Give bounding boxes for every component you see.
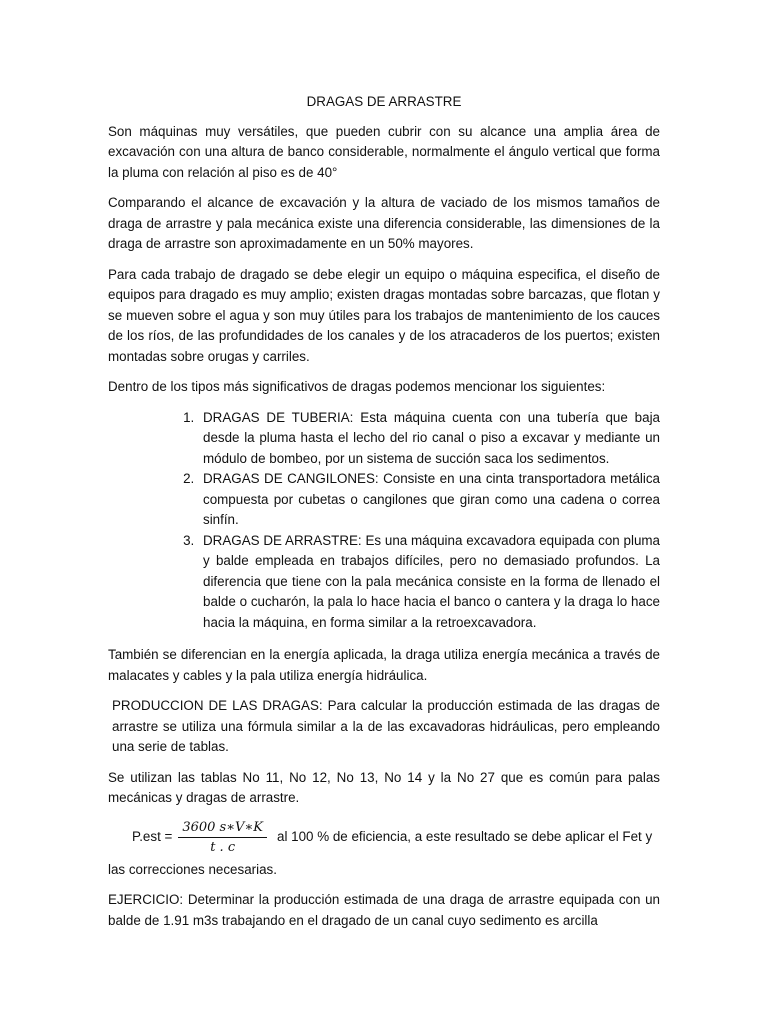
paragraph-produccion: PRODUCCION DE LAS DRAGAS: Para calcular la producción estimada de las dragas de arrastre se utiliza una fórmula similar a la de las excavadoras hidráulicas, pero empleando una serie de tablas. [112,698,660,754]
formula-text: al 100 % de eficiencia, a este resultado se debe aplicar el Fet y [277,828,653,844]
paragraph-correcciones: las correcciones necesarias. [108,861,277,877]
list-item-cangilones: 2. DRAGAS DE CANGILONES: Consiste en una cinta transportadora metálica compuesta por cubetas o cangilones que giran como una cadena o correa sinfín. [198,469,660,531]
paragraph-types-intro: Dentro de los tipos más significativos de dragas podemos mencionar los siguientes: [108,379,606,394]
paragraph-equipment: Para cada trabajo de dragado se debe elegir un equipo o máquina especifica, el diseño de equipos para dragado es muy amplio; existen dragas montadas sobre barcazas, que flotan y se mueven sobre el agua y son muy útiles para los trabajos de mantenimiento de los cauces de los ríos, de las profundidades de los canales y de los atracaderos de los puertos; existen montadas sobre orugas y carriles. [108,266,660,364]
formula-fraction [178,819,267,856]
formula-lhs: P.est = [132,828,173,844]
document-title: DRAGAS DE ARRASTRE [306,94,462,109]
formula-denominator: t . c [210,839,236,855]
formula-numerator: 3600 s∗V∗K [178,819,267,838]
list-item-tuberia: 1. DRAGAS DE TUBERIA: Esta máquina cuenta con una tubería que baja desde la pluma hasta el lecho del rio canal o piso a excavar y mediante un módulo de bombeo, por un sistema de succión saca los sedimentos. [198,408,660,470]
list-item-arrastre: 3. DRAGAS DE ARRASTRE: Es una máquina excavadora equipada con pluma y balde empleada en trabajos difíciles, pero no demasiado profundos. La diferencia que tiene con la pala mecánica consiste en la forma de llenado el balde o cucharón, la pala lo hace hacia el banco o cantera y la draga lo hace hacia la máquina, en forma similar a la retroexcavadora. [198,531,660,634]
paragraph-ejercicio: EJERCICIO: Determinar la producción estimada de una draga de arrastre equipada con un balde de 1.91 m3s trabajando en el dragado de un canal cuyo sedimento es arcilla [108,892,660,928]
paragraph-intro: Son máquinas muy versátiles, que pueden cubrir con su alcance una amplia área de excavación con una altura de banco considerable, normalmente el ángulo vertical que forma la pluma con relación al piso es de 40° [108,123,660,180]
formula-row [108,819,660,856]
paragraph-tablas: Se utilizan las tablas No 11, No 12, No 13, No 14 y la No 27 que es común para palas mecánicas y dragas de arrastre. [108,769,660,805]
paragraph-comparison: Comparando el alcance de excavación y la altura de vaciado de los mismos tamaños de draga de arrastre y pala mecánica existe una diferencia considerable, las dimensiones de la draga de arrastre son aproximadamente en un 50% mayores. [108,195,660,251]
paragraph-energy: También se diferencian en la energía aplicada, la draga utiliza energía mecánica a través de malacates y cables y la pala utiliza energía hidráulica. [108,647,660,683]
dredge-types-list [108,408,660,634]
